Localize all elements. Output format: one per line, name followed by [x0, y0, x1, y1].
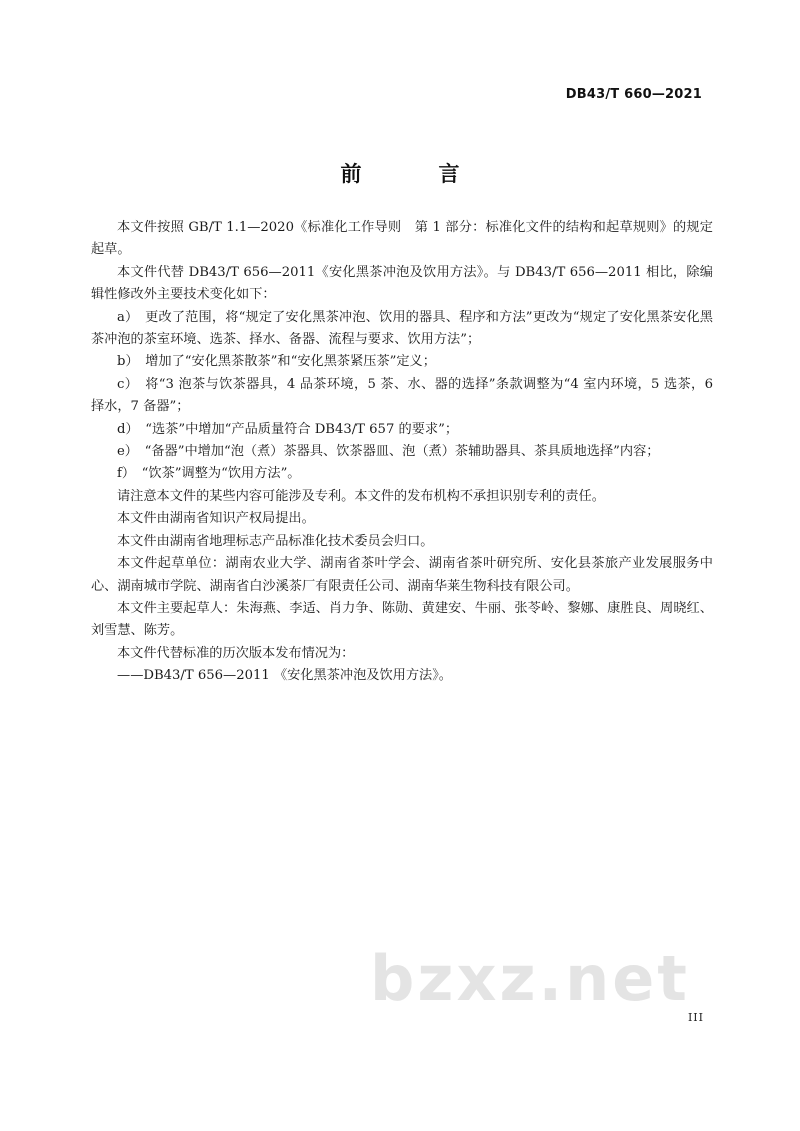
foreword-body	[91, 217, 713, 688]
watermark-logo: bzxz.net	[370, 942, 690, 1015]
paragraph-drafting-rules: 本文件按照 GB/T 1.1—2020《标准化工作导则 第 1 部分：标准化文件的结构和起草规则》的规定起草。	[91, 220, 713, 258]
paragraph-drafters: 本文件主要起草人：朱海燕、李适、肖力争、陈勋、黄建安、牛丽、张苓岭、黎娜、康胜良、周晓红、刘雪慧、陈芳。	[91, 600, 713, 639]
change-item-e: e） “备器”中增加“泡（煮）茶器具、饮茶器皿、泡（煮）茶辅助器具、茶具质地选择”内容；	[117, 444, 660, 460]
paragraph-proposed-by: 本文件由湖南省知识产权局提出。	[117, 511, 315, 527]
change-item-f: f） “饮茶”调整为“饮用方法”。	[117, 466, 301, 482]
paragraph-patent-notice: 请注意本文件的某些内容可能涉及专利。本文件的发布机构不承担识别专利的责任。	[117, 488, 605, 504]
change-item-c: c） 将“3 泡茶与饮茶器具，4 品茶环境，5 茶、水、器的选择”条款调整为“4 室内环境，5 选茶，6 择水，7 备器”；	[91, 376, 713, 415]
standard-number: DB43/T 660—2021	[565, 87, 702, 102]
paragraph-history-intro: 本文件代替标准的历次版本发布情况为：	[117, 645, 355, 661]
paragraph-history-item: ——DB43/T 656—2011 《安化黑茶冲泡及饮用方法》。	[117, 668, 452, 684]
page-title: 前 言	[340, 162, 488, 186]
paragraph-under-jurisdiction: 本文件由湖南省地理标志产品标准化技术委员会归口。	[117, 533, 434, 549]
paragraph-replaces: 本文件代替 DB43/T 656—2011《安化黑茶冲泡及饮用方法》。与 DB43/T 656—2011 相比，除编辑性修改外主要技术变化如下：	[91, 264, 713, 303]
change-item-b: b） 增加了“安化黑茶散茶”和“安化黑茶紧压茶”定义；	[117, 354, 436, 370]
page-number: III	[687, 1011, 704, 1024]
change-item-d: d） “选茶”中增加“产品质量符合 DB43/T 657 的要求”；	[117, 421, 459, 437]
change-item-a: a） 更改了范围，将“规定了安化黑茶冲泡、饮用的器具、程序和方法”更改为“规定了安化黑茶安化黑茶冲泡的茶室环境、选茶、择水、备器、流程与要求、饮用方法”；	[91, 309, 713, 348]
paragraph-drafting-units: 本文件起草单位：湖南农业大学、湖南省茶叶学会、湖南省茶叶研究所、安化县茶旅产业发展服务中心、湖南城市学院、湖南省白沙溪茶厂有限责任公司、湖南华莱生物科技有限公司。	[91, 556, 713, 594]
